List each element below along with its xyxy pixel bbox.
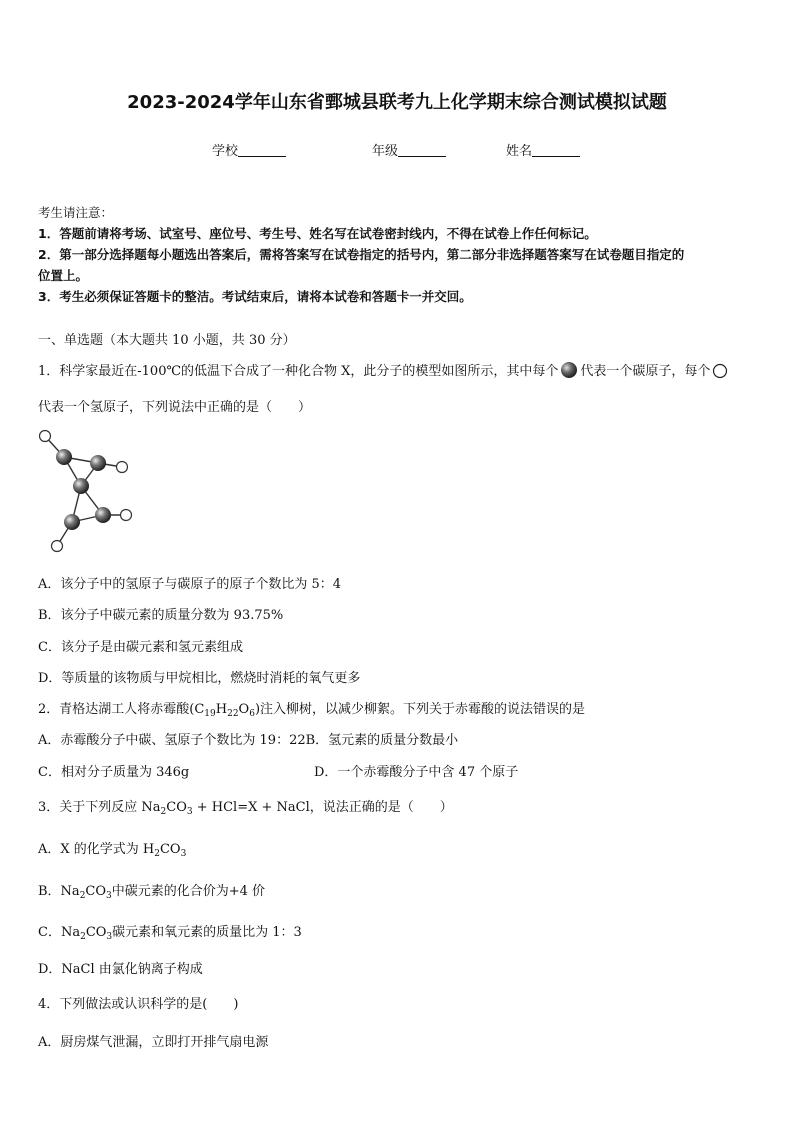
grade-field[interactable] (372, 140, 446, 159)
q2-option-ab[interactable]: A．赤霉酸分子中碳、氢原子个数比为 19：22B．氢元素的质量分数最小 (38, 733, 459, 748)
carbon-atom (95, 507, 111, 523)
grade-label: 年级 (372, 144, 399, 159)
q3-option-c[interactable]: C．$Na_2CO_3$碳元素和氧元素的质量比为 1：3 (38, 925, 302, 942)
q1-option-d[interactable]: D．等质量的该物质与甲烷相比，燃烧时消耗的氧气更多 (38, 671, 361, 686)
question-2-stem: 2．青格达湖工人将赤霉酸$(C_{19}H_{22}O_6)$注入柳树，以减少柳絮。下列关于赤霉酸的说法错误的是 (38, 702, 586, 719)
hydrogen-atom-icon (712, 363, 728, 383)
q3-option-d[interactable]: D．NaCl 由氯化钠离子构成 (38, 962, 203, 977)
name-field[interactable] (506, 140, 580, 159)
section-heading: 一、单选题（本大题共 10 小题，共 30 分） (38, 333, 296, 348)
q4-option-a[interactable]: A．厨房煤气泄漏，立即打开排气扇电源 (38, 1035, 269, 1050)
q2-option-d[interactable]: D．一个赤霉酸分子中含 47 个原子 (314, 765, 519, 780)
carbon-atom (56, 449, 72, 465)
q1-option-a[interactable]: A．该分子中的氢原子与碳原子的原子个数比为 5：4 (38, 577, 342, 592)
hydrogen-atom (52, 541, 63, 552)
q3-option-b[interactable]: B．$Na_2CO_3$中碳元素的化合价为+4 价 (38, 884, 266, 901)
school-label: 学校 (212, 144, 239, 159)
notice-item: 位置上。 (38, 268, 89, 283)
hydrogen-atom (117, 462, 128, 473)
molecule-model-diagram (30, 426, 140, 556)
question-4-stem: 4．下列做法或认识科学的是( ) (38, 997, 239, 1012)
hydrogen-atom (121, 510, 132, 521)
name-label: 姓名 (506, 144, 533, 159)
q1-option-c[interactable]: C．该分子是由碳元素和氢元素组成 (38, 640, 243, 655)
carbon-atom (73, 478, 89, 494)
notice-item: 2．第一部分选择题每小题选出答案后，需将答案写在试卷指定的括号内，第二部分非选择题答案写在试卷题目指定的 (38, 247, 685, 262)
notice-item: 1．答题前请将考场、试室号、座位号、考生号、姓名写在试卷密封线内，不得在试卷上作任何标记。 (38, 226, 597, 241)
page-title: 2023-2024学年山东省鄄城县联考九上化学期末综合测试模拟试题 (127, 92, 667, 113)
carbon-atom (90, 455, 106, 471)
q1-option-b[interactable]: B．该分子中碳元素的质量分数为 93.75% (38, 608, 284, 623)
school-field[interactable] (212, 140, 286, 159)
notice-heading: 考生请注意： (38, 205, 114, 220)
carbon-atom (64, 514, 80, 530)
notice-item: 3．考生必须保证答题卡的整洁。考试结束后，请将本试卷和答题卡一并交回。 (38, 289, 472, 304)
q2-option-c[interactable]: C．相对分子质量为 346g (38, 765, 190, 780)
question-3-stem: 3．关于下列反应 $Na_2CO_3 + HCl=X$ + NaCl，说法正确的是（ ） (38, 800, 453, 817)
carbon-atom-icon (560, 361, 578, 383)
question-1-stem-cont: 代表一个氢原子，下列说法中正确的是（ ） (38, 400, 312, 415)
question-1-stem: 1．科学家最近在-100℃的低温下合成了一种化合物 X，此分子的模型如图所示，其中每个 代表一个碳原子，每个 (38, 360, 730, 383)
hydrogen-atom (40, 431, 51, 442)
q3-option-a[interactable]: A．X 的化学式为 $H_2CO_3$ (38, 842, 187, 859)
